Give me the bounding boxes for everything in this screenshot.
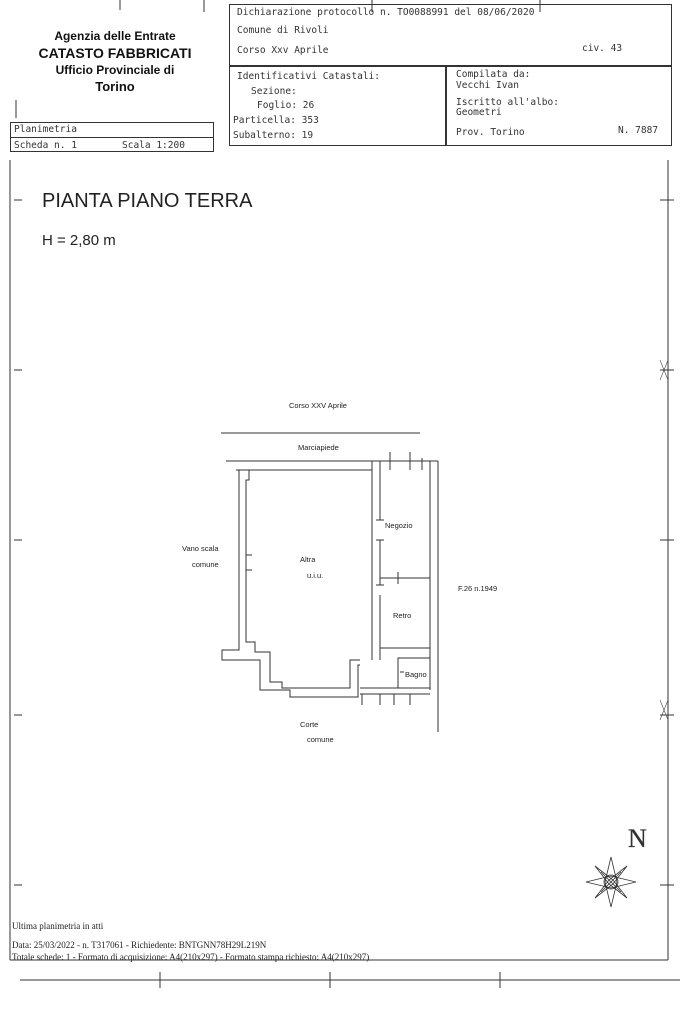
plan-height: H = 2,80 m bbox=[42, 232, 116, 249]
sezione-text: Sezione: bbox=[251, 86, 297, 97]
altra-label-1: Altra bbox=[300, 555, 316, 564]
scheda-label: Scheda n. 1 bbox=[14, 140, 77, 151]
ufficio-label: Ufficio Provinciale di bbox=[55, 63, 175, 77]
corte-label-1: Corte bbox=[300, 720, 319, 729]
altra-label-2: u.i.u. bbox=[307, 571, 324, 580]
negozio-label: Negozio bbox=[385, 521, 413, 530]
comune-text: Comune di Rivoli bbox=[237, 25, 329, 36]
planimetria-label: Planimetria bbox=[14, 124, 77, 135]
foglio-ref-label: F.26 n.1949 bbox=[458, 584, 498, 593]
civ-text: civ. 43 bbox=[582, 43, 623, 54]
protocol-text: Dichiarazione protocollo n. TO0088991 del 08/06/2020 bbox=[237, 7, 535, 18]
address-text: Corso Xxv Aprile bbox=[237, 45, 329, 56]
vano-scala-label-1: Vano scala bbox=[182, 544, 219, 553]
iscritto-label: Iscritto all'albo: bbox=[456, 97, 559, 108]
corte-label-2: comune bbox=[307, 735, 334, 744]
compilata-label: Compilata da: bbox=[456, 69, 531, 80]
street-label: Corso XXV Aprile bbox=[289, 401, 347, 410]
num-text: N. 7887 bbox=[618, 125, 659, 136]
ufficio-city: Torino bbox=[95, 79, 135, 94]
plan-title: PIANTA PIANO TERRA bbox=[42, 190, 253, 212]
footer-last-plan: Ultima planimetria in atti bbox=[12, 921, 104, 931]
agency-name: Agenzia delle Entrate bbox=[54, 29, 176, 43]
foglio-text: Foglio: 26 bbox=[257, 100, 315, 111]
particella-text: Particella: 353 bbox=[233, 115, 319, 126]
north-icon: N bbox=[628, 824, 647, 853]
subalterno-text: Subalterno: 19 bbox=[233, 130, 314, 141]
prov-text: Prov. Torino bbox=[456, 127, 525, 138]
bagno-label: Bagno bbox=[405, 670, 427, 679]
iscritto-value: Geometri bbox=[456, 107, 502, 118]
retro-label: Retro bbox=[393, 611, 412, 620]
footer-schede-line: Totale schede: 1 - Formato di acquisizione: A4(210x297) - Formato stampa richiesto: A4(210x297) bbox=[12, 952, 370, 962]
scala-label: Scala 1:200 bbox=[122, 140, 185, 151]
catasto-title: CATASTO FABBRICATI bbox=[38, 45, 192, 61]
ident-title: Identificativi Catastali: bbox=[237, 71, 380, 82]
marciapiede-label: Marciapiede bbox=[298, 443, 339, 452]
vano-scala-label-2: comune bbox=[192, 560, 219, 569]
compilata-name: Vecchi Ivan bbox=[456, 80, 519, 91]
footer-data-line: Data: 25/03/2022 - n. T317061 - Richiedente: BNTGNN78H29L219N bbox=[12, 940, 267, 950]
